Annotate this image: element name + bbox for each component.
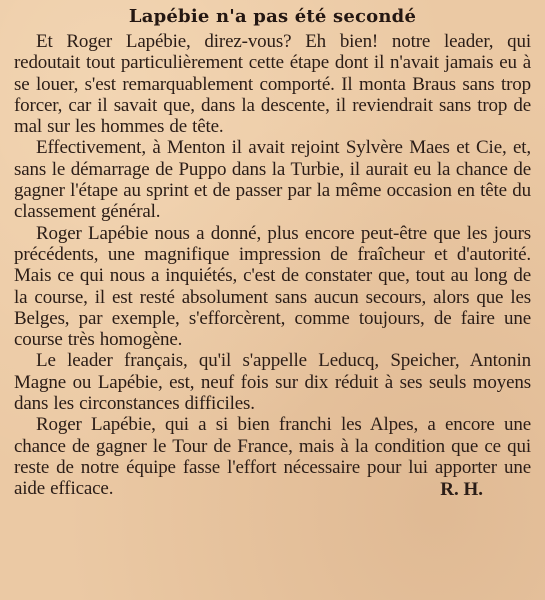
article-paragraph: Roger Lapébie, qui a si bien franchi les Alpes, a encore une chance de gagner le Tour de France, mais à la condition que ce qui reste de notre équipe fasse l'effort nécessaire pour lui apporter une aide efficace.: [14, 414, 531, 500]
article-paragraph: Et Roger Lapébie, direz-vous? Eh bien! notre leader, qui redoutait tout particulièrement cette étape dont il n'avait jamais eu à se louer, s'est remarquablement comporté. Il monta Braus sans trop forcer, car il savait que, dans la descente, il reviendrait sans trop de mal sur les hommes de tête.: [14, 31, 531, 138]
article-paragraph: Le leader français, qu'il s'appelle Leducq, Speicher, Antonin Magne ou Lapébie, est, neuf fois sur dix réduit à ses seuls moyens dans les circonstances difficiles.: [14, 350, 531, 415]
author-signature: R. H.: [440, 478, 483, 500]
article-body: [14, 31, 531, 500]
article-paragraph: Roger Lapébie nous a donné, plus encore peut-être que les jours précédents, une magnifique impression de fraîcheur et d'autorité. Mais ce qui nous a inquiétés, c'est de constater que, tout au long de la course, il est resté absolument sans aucun secours, alors que les Belges, par exemple, s'efforcèrent, comme toujours, de faire une course très homogène.: [14, 222, 531, 351]
article-headline: Lapébie n'a pas été secondé: [128, 6, 417, 27]
article-paragraph: Effectivement, à Menton il avait rejoint Sylvère Maes et Cie, et, sans le démarrage de Puppo dans la Turbie, il aurait eu la chance de gagner l'étape au sprint et de passer par la même occasion en tête du classement général.: [14, 137, 531, 223]
